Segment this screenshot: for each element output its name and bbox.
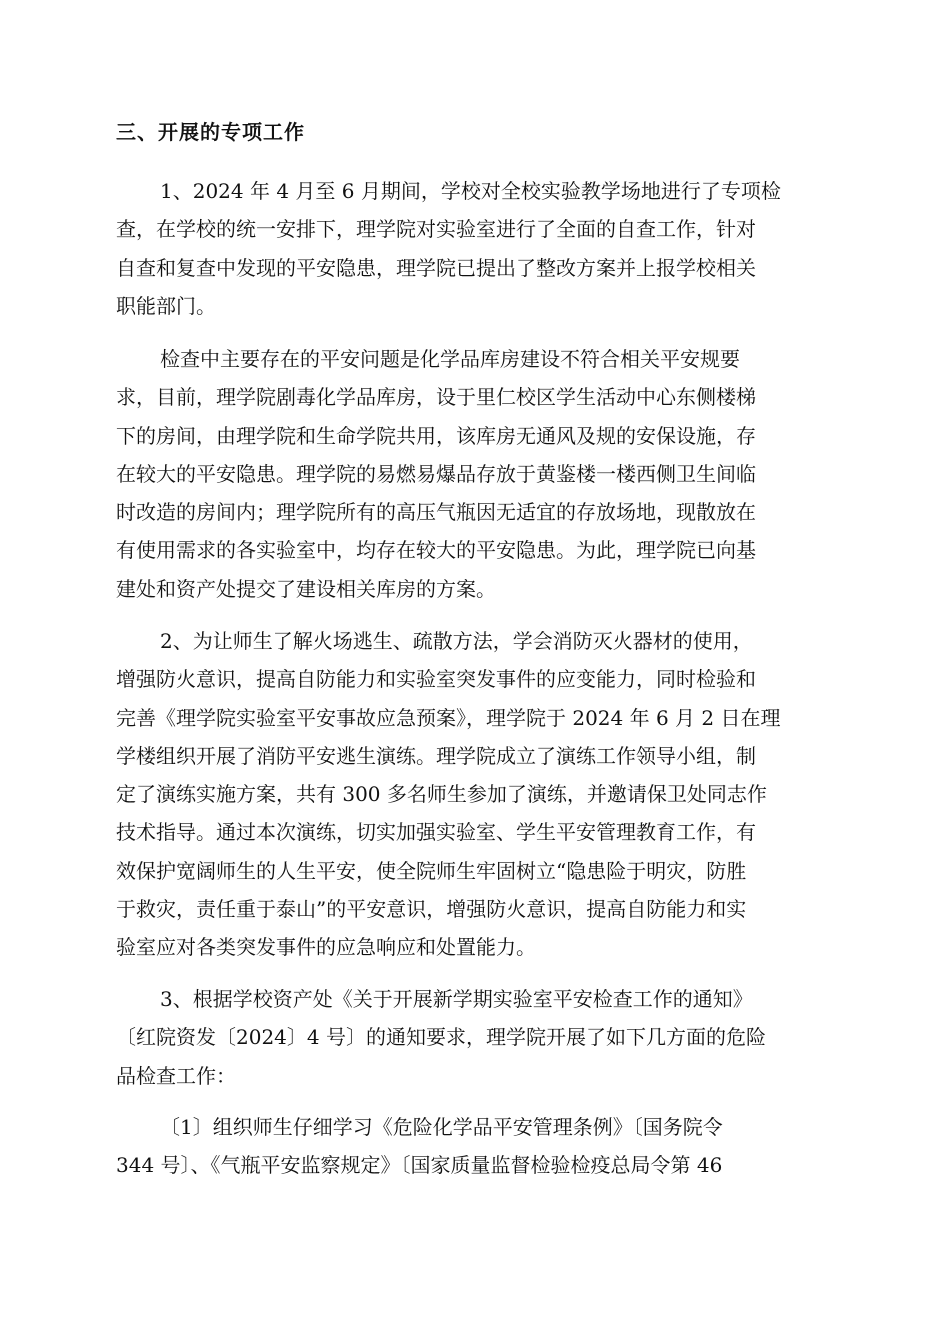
paragraph-line: 自查和复查中发现的平安隐患，理学院已提出了整改方案并上报学校相关 bbox=[116, 255, 756, 280]
paragraph-line: 时改造的房间内；理学院所有的高压气瓶因无适宜的存放场地，现散放在 bbox=[116, 500, 756, 525]
paragraph-line: 职能部门。 bbox=[116, 293, 216, 318]
paragraph-line: 学楼组织开展了消防平安逃生演练。理学院成立了演练工作领导小组，制 bbox=[116, 743, 756, 768]
paragraph-line: 建处和资产处提交了建设相关库房的方案。 bbox=[116, 576, 496, 601]
paragraph-line: 求，目前，理学院剧毒化学品库房，设于里仁校区学生活动中心东侧楼梯 bbox=[116, 385, 756, 410]
paragraph-line: 1、2024 年 4 月至 6 月期间，学校对全校实验教学场地进行了专项检 bbox=[160, 179, 781, 203]
paragraph-line: 效保护宽阔师生的人生平安，使全院师生牢固树立“隐患险于明灾，防胜 bbox=[116, 858, 747, 883]
paragraph-line: 定了演练实施方案，共有 300 多名师生参加了演练，并邀请保卫处同志作 bbox=[116, 782, 767, 807]
paragraph-line: 下的房间，由理学院和生命学院共用，该库房无通风及规的安保设施，存 bbox=[116, 423, 756, 448]
paragraph-line: 检查中主要存在的平安问题是化学品库房建设不符合相关平安规要 bbox=[160, 347, 740, 371]
paragraph-line: 在较大的平安隐患。理学院的易燃易爆品存放于黄鉴楼一楼西侧卫生间临 bbox=[116, 461, 756, 486]
paragraph-line: 〔1〕组织师生仔细学习《危险化学品平安管理条例》〔国务院令 bbox=[160, 1115, 723, 1139]
paragraph-line: 技术指导。通过本次演练，切实加强实验室、学生平安管理教育工作，有 bbox=[116, 820, 756, 845]
paragraph-5 bbox=[116, 1108, 846, 1185]
paragraph-line: 〔红院资发〔2024〕4 号〕的通知要求，理学院开展了如下几方面的危险 bbox=[116, 1025, 766, 1050]
paragraph-line: 2、为让师生了解火场逃生、疏散方法，学会消防灭火器材的使用， bbox=[160, 629, 753, 653]
paragraph-line: 344 号〕、《气瓶平安监察规定》〔国家质量监督检验检疫总局令第 46 bbox=[116, 1153, 723, 1178]
paragraph-line: 有使用需求的各实验室中，均存在较大的平安隐患。为此，理学院已向基 bbox=[116, 538, 756, 563]
paragraph-1 bbox=[116, 172, 846, 325]
paragraph-line: 于救灾，责任重于泰山”的平安意识，增强防火意识，提高自防能力和实 bbox=[116, 897, 747, 922]
paragraph-line: 3、根据学校资产处《关于开展新学期实验室平安检查工作的通知》 bbox=[160, 987, 753, 1011]
paragraph-line: 增强防火意识，提高自防能力和实验室突发事件的应变能力，同时检验和 bbox=[116, 667, 756, 692]
paragraph-line: 品检查工作： bbox=[116, 1063, 236, 1088]
paragraph-line: 查，在学校的统一安排下，理学院对实验室进行了全面的自查工作，针对 bbox=[116, 217, 756, 242]
paragraph-2 bbox=[116, 340, 846, 608]
paragraph-4 bbox=[116, 980, 846, 1095]
paragraph-line: 完善《理学院实验室平安事故应急预案》，理学院于 2024 年 6 月 2 日在理 bbox=[116, 705, 781, 730]
paragraph-3 bbox=[116, 622, 846, 967]
paragraph-line: 验室应对各类突发事件的应急响应和处置能力。 bbox=[116, 935, 536, 960]
section-heading: 三、开展的专项工作 bbox=[116, 120, 305, 144]
